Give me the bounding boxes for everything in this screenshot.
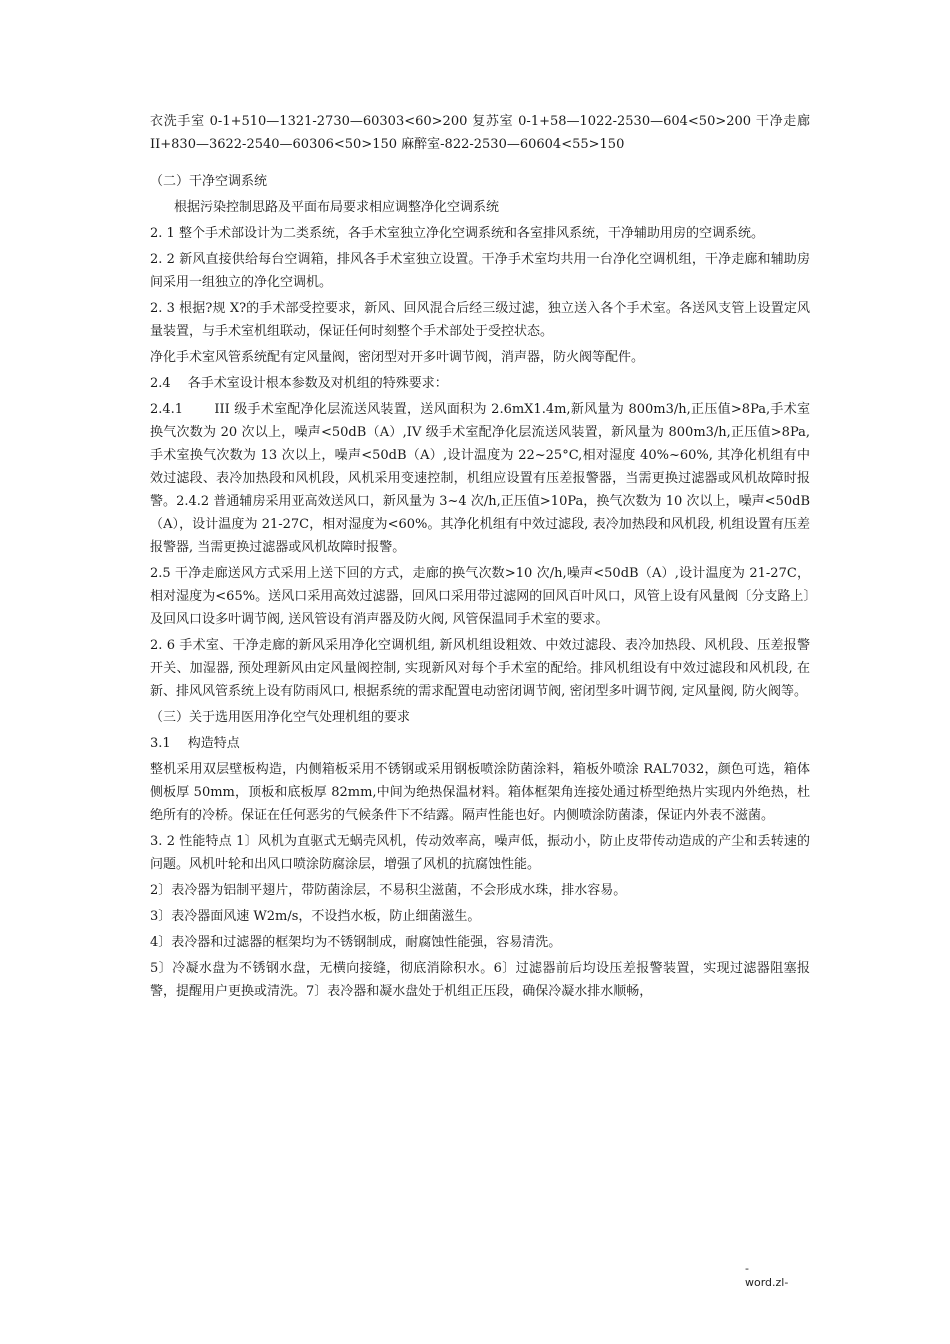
paragraph-construction: 整机采用双层壁板构造，内侧箱板采用不锈钢或采用钢板喷涂防菌涂料，箱板外喷涂 RAL7032，颜色可选，箱体侧板厚 50mm，顶板和底板厚 82mm,中间为绝热保温材料。箱体框架角连接处通过桥型绝热片实现内外绝热，杜绝所有的冷桥。保证在任何恶劣的气候条件下不结露。隔声性能也好。内侧喷涂防菌漆，保证内外表不滋菌。: [150, 762, 810, 823]
section-heading-2: （二）干净空调系统: [150, 174, 268, 189]
paragraph-2-4-1: 2.4.1 III 级手术室配净化层流送风装置，送风面积为 2.6mX1.4m,新风量为 800m3/h,正压值>8Pa,手术室换气次数为 20 次以上，噪声<50dB（A）,IV 级手术室配净化层流送风装置，新风量为 800m3/h,正压值>8Pa,手术室换气次数为 13 次以上，噪声<50dB（A）,设计温度为 22~25°C,相对湿度 40%~60%, 其净化机组有中效过滤段、表冷加热段和风机段，风机采用变速控制，机组应设置有压差报警器，当需更换过滤器或风机故障时报警。2.4.2 普通辅房采用亚高效送风口，新风量为 3~4 次/h,正压值>10Pa，换气次数为 10 次以上，噪声<50dB（A），设计温度为 21-27C，相对湿度为<60%。其净化机组有中效过滤段, 表冷加热段和风机段, 机组设置有压差报警器, 当需更换过滤器或风机故障时报警。: [150, 402, 810, 555]
paragraph-2-2: 2. 2 新风直接供给每台空调箱，排风各手术室独立设置。干净手术室均共用一台净化空调机组，干净走廊和辅助房间采用一组独立的净化空调机。: [150, 252, 810, 290]
paragraph-duct-system: 净化手术室风管系统配有定风量阀，密闭型对开多叶调节阀，消声器，防火阀等配件。: [150, 350, 645, 365]
document-body: [150, 110, 810, 1006]
section-heading-3: （三）关于选用医用净化空气处理机组的要求: [150, 710, 411, 725]
page-footer: [745, 1262, 788, 1290]
room-parameters-text: 衣洗手室 0-1+510—1321-2730—60303<60>200 复苏室 0-1+58—1022-2530—604<50>200 干净走廊 II+830—3622-2540—60306<50>150 麻醉室-822-2530—60604<55>150: [150, 114, 810, 152]
paragraph-item-2: 2〕表冷器为铝制平翅片，带防菌涂层，不易积尘滋菌，不会形成水珠，排水容易。: [150, 883, 627, 898]
paragraph-2-1: 2. 1 整个手术部设计为二类系统，各手术室独立净化空调系统和各室排风系统，干净辅助用房的空调系统。: [150, 226, 764, 241]
paragraph-item-3: 3〕表冷器面风速 W2m/s，不设挡水板，防止细菌滋生。: [150, 909, 481, 924]
paragraph-2-6: 2. 6 手术室、干净走廊的新风采用净化空调机组, 新风机组设粗效、中效过滤段、表冷加热段、风机段、压差报警开关、加湿器, 预处理新风由定风量阀控制, 实现新风对每个手术室的配给。排风机组设有中效过滤段和风机段, 在新、排风风管系统上设有防雨风口, 根据系统的需求配置电动密闭调节阀, 密闭型多叶调节阀, 定风量阀, 防火阀等。: [150, 638, 810, 699]
paragraph-2-4: 2.4 各手术室设计根本参数及对机组的特殊要求：: [150, 376, 448, 391]
paragraph-item-5-7: 5〕冷凝水盘为不锈钢水盘，无横向接缝，彻底消除积水。6〕过滤器前后均设压差报警装置，实现过滤器阻塞报警，提醒用户更换或清洗。7〕表冷器和凝水盘处于机组正压段，确保冷凝水排水顺畅，: [150, 961, 810, 999]
paragraph-item-4: 4〕表冷器和过滤器的框架均为不锈钢制成，耐腐蚀性能强，容易清洗。: [150, 935, 562, 950]
paragraph-2-3: 2. 3 根据?规 X?的手术部受控要求，新风、回风混合后经三级过滤，独立送入各个手术室。各送风支管上设置定风量装置，与手术室机组联动，保证任何时刻整个手术部处于受控状态。: [150, 301, 810, 339]
paragraph-3-1-heading: 3.1 构造特点: [150, 736, 240, 751]
paragraph-intro: 根据污染控制思路及平面布局要求相应调整净化空调系统: [174, 200, 500, 215]
footer-source: word.zl-: [745, 1276, 789, 1289]
paragraph-2-5: 2.5 干净走廊送风方式采用上送下回的方式，走廊的换气次数>10 次/h,噪声<50dB（A）,设计温度为 21-27C，相对湿度为<65%。送风口采用高效过滤器，回风口采用带过滤网的回风百叶风口，风管上设有风量阀〔分支路上〕及回风口设多叶调节阀, 送风管设有消声器及防火阀, 风管保温同手术室的要求。: [150, 566, 810, 627]
paragraph-3-2: 3. 2 性能特点 1〕风机为直驱式无蜗壳风机，传动效率高，噪声低，振动小，防止皮带传动造成的产尘和丢转速的问题。风机叶轮和出风口喷涂防腐涂层，增强了风机的抗腐蚀性能。: [150, 834, 810, 872]
footer-dash: -: [745, 1262, 749, 1275]
